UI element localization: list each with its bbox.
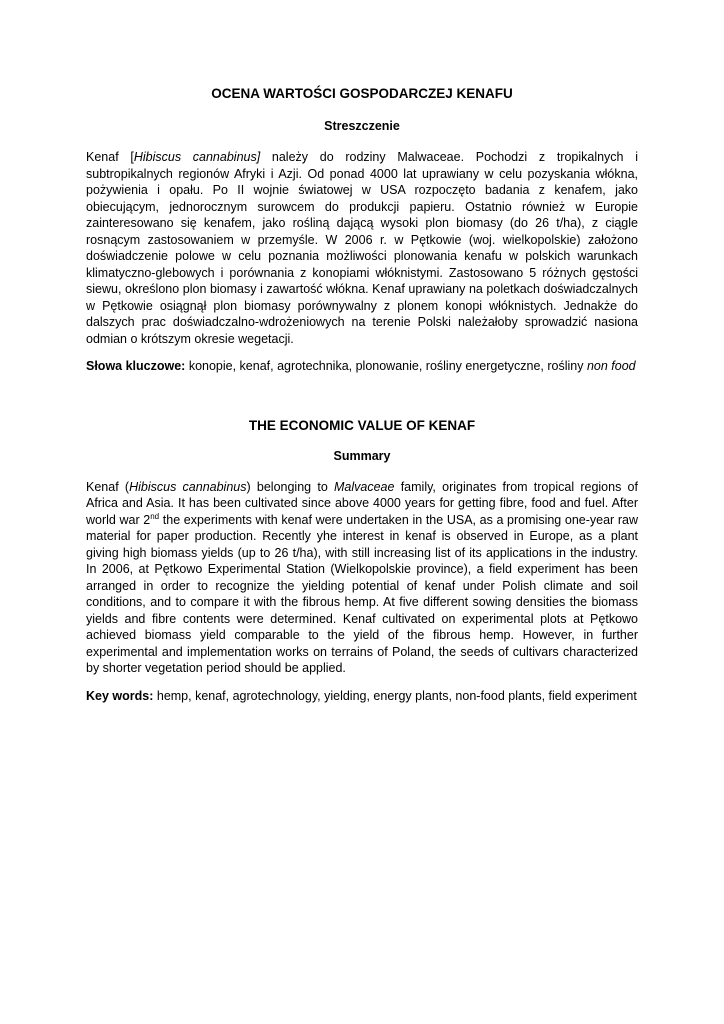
polish-keywords-label: Słowa kluczowe: <box>86 359 186 373</box>
polish-section-heading: Streszczenie <box>324 119 400 133</box>
ordinal-superscript: nd <box>150 511 160 521</box>
english-abstract-s4: the experiments with kenaf were undertaken in the USA, as a promising one-year raw material for paper production. Recently yhe interest in kenaf is observed in Europe, as a plant giving high biomass yields (up to 26 t/ha), with still increasing list of its applications in the industry. In 2006, at Pętkowo Experimental Station (Wielkopolskie province), a field experiment has been arranged in order to recognize the yielding potential of kenaf under Polish climate and soil conditions, and to compare it with the fibrous hemp. At five different sowing densities the biomass yields and fibre contents were determined. Kenaf cultivated on experimental plots at Pętkowo achieved biomass yield comparable to the yield of the fibrous hemp. However, in further experimental and implementation works on terrains of Poland, the seeds of cultivars characterized by shorter vegetation period should be applied. <box>86 512 638 675</box>
english-abstract-s2: ) belonging to <box>246 479 335 494</box>
english-species-name: Hibiscus cannabinus <box>129 479 247 494</box>
polish-species-name: Hibiscus cannabinus] <box>133 150 261 164</box>
polish-keywords <box>86 358 638 375</box>
english-section-heading: Summary <box>333 448 391 463</box>
polish-keywords-italic: non food <box>586 359 636 373</box>
english-abstract <box>86 479 638 677</box>
polish-abstract-start: Kenaf [ <box>86 150 134 164</box>
english-keywords-label: Key words: <box>86 688 154 703</box>
polish-abstract <box>86 149 638 347</box>
polish-title: OCENA WARTOŚCI GOSPODARCZEJ KENAFU <box>211 86 513 101</box>
document-page <box>86 86 638 704</box>
english-title: THE ECONOMIC VALUE OF KENAF <box>248 417 476 433</box>
english-family-name: Malvaceae <box>334 479 395 494</box>
english-abstract-s1: Kenaf ( <box>86 479 130 494</box>
english-abstract-s3: family, originates from tropical regions of Africa and Asia. It has been cultivated since above 4000 years for getting fibre, food and fuel. After world war 2 <box>86 479 638 527</box>
english-keywords-text: hemp, kenaf, agrotechnology, yielding, energy plants, non-food plants, field experiment <box>153 688 637 703</box>
polish-keywords-text: konopie, kenaf, agrotechnika, plonowanie, rośliny energetyczne, rośliny <box>185 359 587 373</box>
polish-abstract-body: należy do rodziny Malwaceae. Pochodzi z tropikalnych i subtropikalnych regionów Afryki i Azji. Od ponad 4000 lat uprawiany w celu pozyskania włókna, pożywienia i opału. Po II wojnie światowej w USA rozpoczęto badania z kenafem, jako obiecującym, jednorocznym surowcem do produkcji papieru. Ostatnio również w Europie zainteresowano się kenafem, jako rośliną dającą wysoki plon biomasy (do 26 t/ha), z ciągle rosnącym zastosowaniem w przemyśle. W 2006 r. w Pętkowie (woj. wielkopolskie) założono doświadczenie polowe w celu poznania możliwości plonowania kenafu w polskich warunkach klimatyczno-glebowych i porównania z konopiami włóknistymi. Zastosowano 5 różnych gęstości siewu, określono plon biomasy i zawartość włókna. Kenaf uprawiany na poletkach doświadczalnych w Pętkowie osiągnął plon biomasy porównywalny z plonem konopi włóknistych. Jednakże do dalszych prac doświadczalno-wdrożeniowych na terenie Polski należałoby sprowadzić nasiona odmian o krótszym okresie wegetacji. <box>86 150 638 346</box>
english-keywords <box>86 688 638 705</box>
